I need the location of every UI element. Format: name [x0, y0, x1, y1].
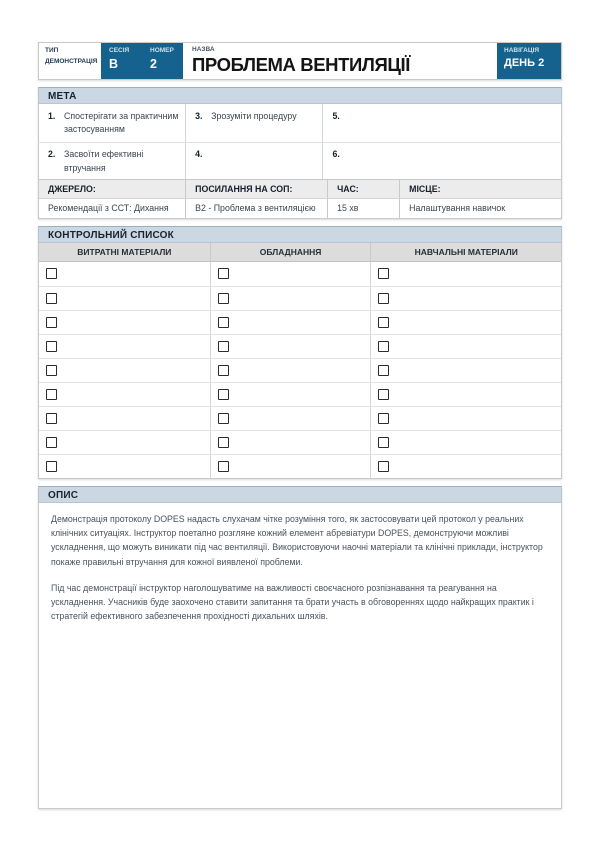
checklist-cell	[370, 262, 561, 286]
checkbox[interactable]	[218, 293, 229, 304]
checkbox[interactable]	[378, 437, 389, 448]
checklist-cell	[39, 311, 210, 334]
checklist-cell	[39, 383, 210, 406]
checklist-cell	[210, 287, 371, 310]
type-label: ТИП	[45, 47, 59, 54]
goal-number: 4.	[195, 149, 203, 160]
checkbox[interactable]	[218, 413, 229, 424]
checkbox[interactable]	[378, 293, 389, 304]
place-label: МІСЦЕ:	[399, 180, 561, 198]
checklist-cell	[39, 431, 210, 454]
name-label: НАЗВА	[192, 46, 215, 53]
column-header-training-materials: НАВЧАЛЬНІ МАТЕРІАЛИ	[370, 243, 561, 261]
meta-info-labels	[39, 180, 561, 199]
column-header-equipment: ОБЛАДНАННЯ	[210, 243, 371, 261]
checkbox[interactable]	[46, 437, 57, 448]
checkbox[interactable]	[378, 389, 389, 400]
time-label: ЧАС:	[327, 180, 399, 198]
checklist-row	[39, 334, 561, 358]
number-label: НОМЕР	[150, 47, 174, 54]
checklist-cell	[210, 455, 371, 478]
checkbox[interactable]	[378, 268, 389, 279]
checklist-row	[39, 262, 561, 286]
description-section-title: ОПИС	[38, 486, 562, 503]
goal-number: 3.	[195, 111, 203, 121]
checkbox[interactable]	[46, 365, 57, 376]
checkbox[interactable]	[46, 317, 57, 328]
navigation-value: ДЕНЬ 2	[504, 57, 545, 69]
navigation-label: НАВІГАЦІЯ	[504, 47, 540, 54]
number-box	[142, 43, 183, 79]
description-body	[38, 503, 562, 809]
type-value: ДЕМОНСТРАЦІЯ	[45, 58, 98, 65]
checklist-cell	[370, 455, 561, 478]
checkbox[interactable]	[378, 317, 389, 328]
checklist-cell	[210, 359, 371, 382]
description-paragraph: Під час демонстрації інструктор наголошуватиме на важливості своєчасного розпізнавання та реагування на ускладнення. Учасників буде заохочено ставити запитання та брати участь в обговореннях щодо найкращих практик і стратегій ефективного забезпечення прохідності дихальних шляхів.	[51, 582, 534, 622]
goal-number: 2.	[48, 149, 56, 160]
goal-text: Засвоїти ефективні втручання	[64, 149, 144, 173]
column-header-consumables: ВИТРАТНІ МАТЕРІАЛИ	[77, 246, 172, 257]
checklist-cell	[370, 407, 561, 430]
sop-reference-value: B2 - Проблема з вентиляцією	[185, 199, 327, 218]
goal-number: 1.	[48, 111, 56, 121]
place-value: Налаштування навичок	[399, 199, 561, 218]
source-value: Рекомендації з ССТ: Дихання	[48, 202, 169, 213]
checklist-cell	[39, 455, 210, 478]
sop-reference-label: ПОСИЛАННЯ НА СОП:	[185, 180, 327, 198]
checklist-cell	[370, 359, 561, 382]
checklist-row	[39, 310, 561, 334]
session-box	[101, 43, 142, 79]
checkbox[interactable]	[378, 461, 389, 472]
checklist-cell	[39, 262, 210, 286]
header-strip	[38, 42, 562, 80]
checklist-cell	[39, 407, 210, 430]
checklist-cell	[39, 335, 210, 358]
meta-info-strip	[38, 180, 562, 219]
goals-section	[38, 87, 562, 219]
checkbox[interactable]	[46, 293, 57, 304]
goals-row-2	[38, 143, 562, 179]
checklist-cell	[210, 311, 371, 334]
checklist-cell	[39, 359, 210, 382]
checkbox[interactable]	[378, 365, 389, 376]
checkbox[interactable]	[218, 437, 229, 448]
checkbox[interactable]	[378, 341, 389, 352]
checkbox[interactable]	[378, 413, 389, 424]
checklist-cell	[210, 262, 371, 286]
page-title: ПРОБЛЕМА ВЕНТИЛЯЦІЇ	[192, 54, 410, 75]
session-number-box	[101, 43, 183, 79]
checklist-cell	[370, 287, 561, 310]
description-paragraph: Демонстрація протоколу DOPES надасть слухачам чітке розуміння того, як застосовувати цей протокол у реальних клінічних ситуаціях. Інструктор поетапно розгляне кожний елемент абревіатури DOPES, демонструючи можливі ускладнення, що можуть виникати під час вентиляції. Використовуючи наочні матеріали та клінічні приклади, інструктор покаже правильні втручання для кожної виявленої проблеми.	[51, 513, 543, 567]
session-value: B	[109, 57, 119, 71]
goals-row-1	[38, 104, 562, 143]
session-label: СЕСІЯ	[109, 47, 130, 54]
checkbox[interactable]	[218, 461, 229, 472]
goal-item	[39, 104, 185, 142]
checklist-row	[39, 454, 561, 478]
title-box	[183, 43, 497, 79]
checklist-row	[39, 406, 561, 430]
goal-item	[322, 143, 561, 178]
checklist-cell	[210, 407, 371, 430]
navigation-box	[497, 43, 561, 79]
checklist-cell	[210, 431, 371, 454]
checklist-body	[39, 262, 561, 478]
goals-section-title: МЕТА	[38, 87, 562, 104]
checklist-cell	[39, 287, 210, 310]
checklist-row	[39, 358, 561, 382]
checkbox[interactable]	[46, 413, 57, 424]
lesson-plan-sheet	[38, 42, 562, 809]
checkbox[interactable]	[218, 365, 229, 376]
goal-text: Спостерігати за практичним застосуванням	[64, 111, 179, 135]
checkbox[interactable]	[46, 268, 57, 279]
number-value: 2	[150, 57, 157, 71]
goal-item	[39, 143, 185, 178]
checklist-cell	[370, 335, 561, 358]
goal-item	[185, 143, 322, 178]
checkbox[interactable]	[46, 341, 57, 352]
checklist-cell	[370, 431, 561, 454]
checkbox[interactable]	[46, 389, 57, 400]
checklist-row	[39, 430, 561, 454]
goal-item	[322, 104, 561, 142]
checklist-cell	[210, 383, 371, 406]
description-section	[38, 486, 562, 809]
goal-number: 6.	[332, 149, 340, 160]
checklist-cell	[210, 335, 371, 358]
checkbox[interactable]	[218, 268, 229, 279]
checkbox[interactable]	[218, 317, 229, 328]
checklist-table	[38, 243, 562, 479]
checkbox[interactable]	[218, 341, 229, 352]
checklist-cell	[370, 311, 561, 334]
goal-number: 5.	[332, 111, 340, 121]
checklist-row	[39, 286, 561, 310]
checklist-section-title: КОНТРОЛЬНИЙ СПИСОК	[38, 226, 562, 243]
checklist-cell	[370, 383, 561, 406]
checklist-section	[38, 226, 562, 479]
type-box	[39, 43, 101, 79]
goal-text: Зрозуміти процедуру	[211, 111, 297, 121]
checkbox[interactable]	[218, 389, 229, 400]
source-label: ДЖЕРЕЛО:	[48, 183, 96, 194]
time-value: 15 хв	[327, 199, 399, 218]
checklist-header	[39, 243, 561, 262]
meta-info-values	[39, 199, 561, 218]
goal-item	[185, 104, 322, 142]
checkbox[interactable]	[46, 461, 57, 472]
checklist-row	[39, 382, 561, 406]
